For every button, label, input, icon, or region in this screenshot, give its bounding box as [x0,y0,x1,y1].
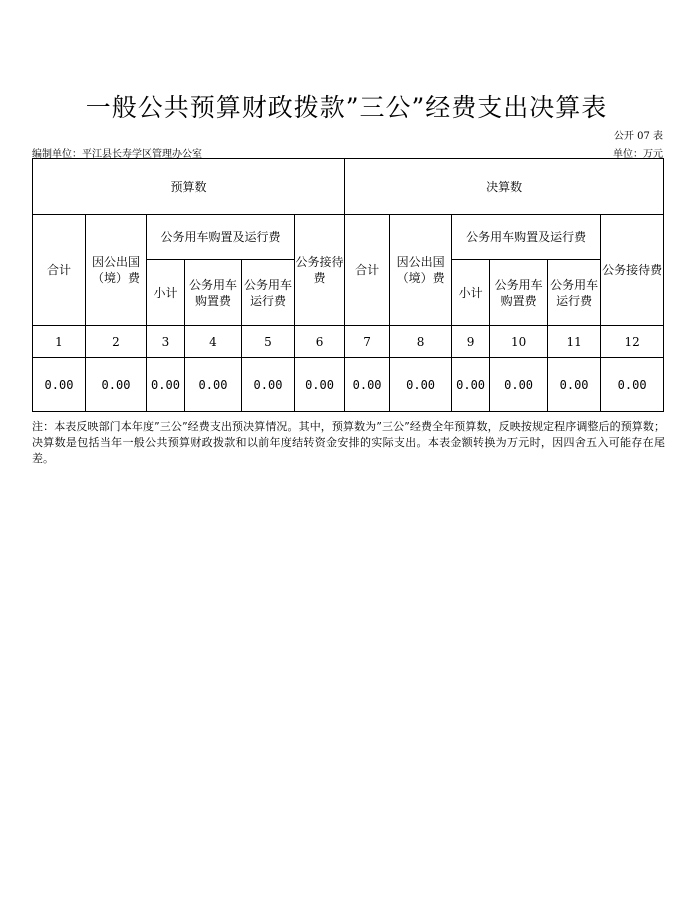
footnote: 注：本表反映部门本年度”三公”经费支出预决算情况。其中，预算数为”三公”经费全年预算数，反映按规定程序调整后的预算数；决算数是包括当年一般公共预算财政拨款和以前年度结转资金安排的实际支出。本表金额转换为万元时，因四舍五入可能存在尾差。 [32,420,665,465]
header-actual-car-running: 公务用车运行费 [548,260,601,326]
column-number: 8 [390,326,452,358]
header-budget-car-group: 公务用车购置及运行费 [147,215,295,260]
header-actual-subtotal: 小计 [452,260,490,326]
value-cell: 0.00 [242,358,295,412]
header-budget-reception: 公务接待费 [295,215,345,326]
header-row-columns [33,215,664,260]
value-cell: 0.00 [452,358,490,412]
compiling-unit: 编制单位：平江县长寿学区管理办公室 [32,149,202,160]
column-number: 9 [452,326,490,358]
column-number: 2 [86,326,147,358]
column-number: 7 [345,326,390,358]
column-number: 12 [601,326,664,358]
value-cell: 0.00 [147,358,185,412]
header-budget-subtotal: 小计 [147,260,185,326]
money-unit: 单位：万元 [613,149,663,160]
value-cell: 0.00 [345,358,390,412]
header-budget-car-running: 公务用车运行费 [242,260,295,326]
header-actual-car-group: 公务用车购置及运行费 [452,215,601,260]
column-number: 6 [295,326,345,358]
header-budget-abroad: 因公出国（境）费 [86,215,147,326]
form-code: 公开 07 表 [613,131,663,142]
column-number: 11 [548,326,601,358]
column-number: 10 [490,326,548,358]
header-budget-car-purchase: 公务用车购置费 [185,260,242,326]
value-row [33,358,664,412]
page-title: 一般公共预算财政拨款”三公”经费支出决算表 [85,93,608,122]
column-number: 5 [242,326,295,358]
value-cell: 0.00 [86,358,147,412]
value-cell: 0.00 [390,358,452,412]
value-cell: 0.00 [548,358,601,412]
expense-table [32,158,664,412]
header-actual-abroad: 因公出国（境）费 [390,215,452,326]
column-number: 3 [147,326,185,358]
header-budget-total: 合计 [33,215,86,326]
value-cell: 0.00 [33,358,86,412]
column-number: 4 [185,326,242,358]
column-number: 1 [33,326,86,358]
value-cell: 0.00 [295,358,345,412]
header-budget: 预算数 [33,159,345,215]
header-actual-car-purchase: 公务用车购置费 [490,260,548,326]
header-actual-reception: 公务接待费 [601,215,664,326]
value-cell: 0.00 [601,358,664,412]
column-number-row [33,326,664,358]
value-cell: 0.00 [490,358,548,412]
header-row-group [33,159,664,215]
header-actual-total: 合计 [345,215,390,326]
value-cell: 0.00 [185,358,242,412]
header-actual: 决算数 [345,159,664,215]
